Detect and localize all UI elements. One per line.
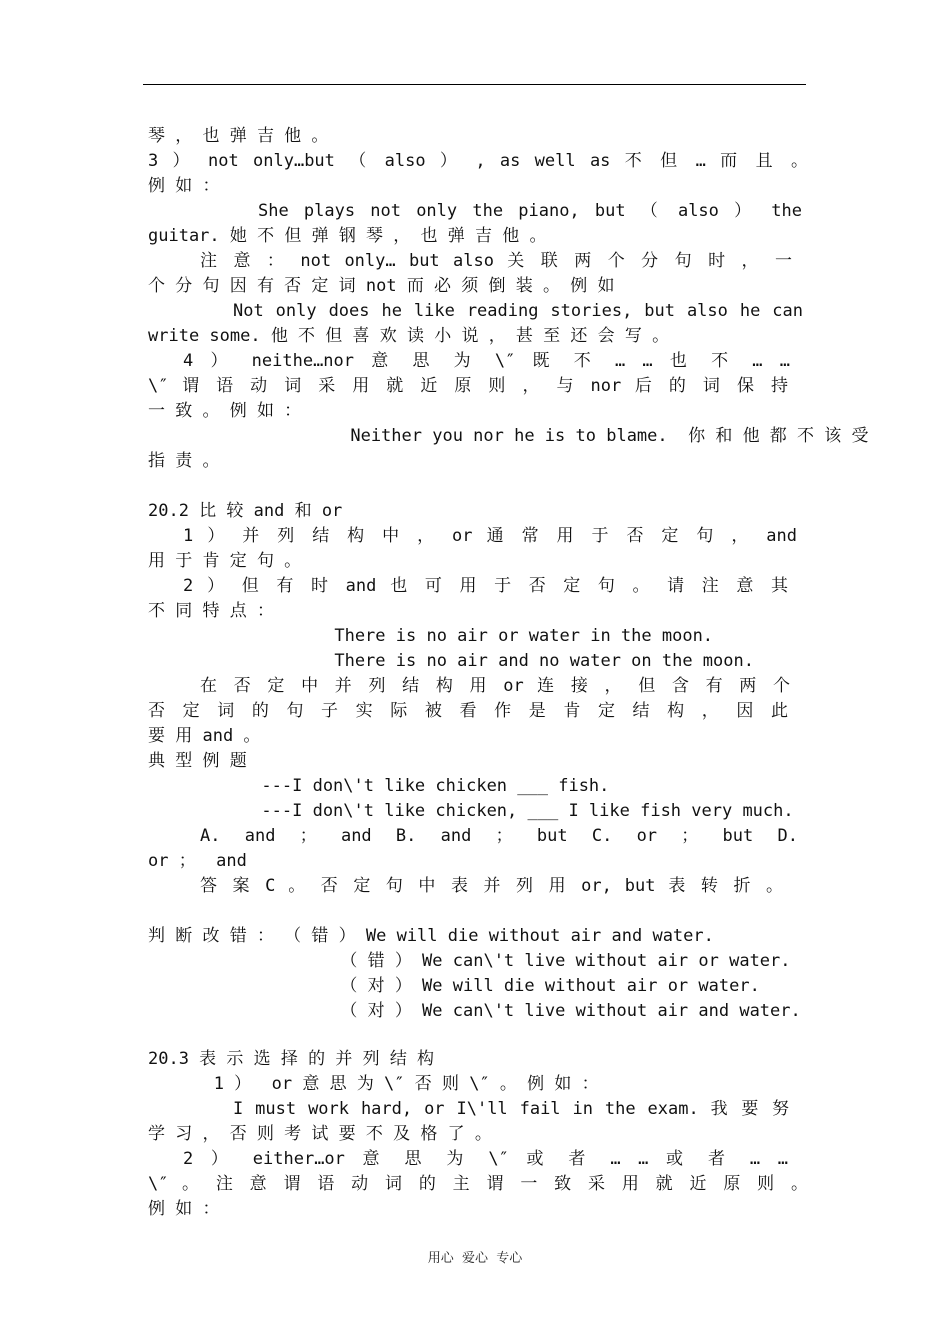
- text-line: 个 分 句 因 有 否 定 词 not 而 必 须 倒 装 。 例 如: [148, 276, 615, 296]
- text-line: guitar. 她 不 但 弹 钢 琴 ， 也 弹 吉 他 。: [148, 226, 547, 246]
- text-line: write some. 他 不 但 喜 欢 读 小 说 ， 甚 至 还 会 写 。: [148, 326, 670, 346]
- text-line: 不 同 特 点 ：: [148, 601, 274, 621]
- text-line: 琴 ， 也 弹 吉 他 。: [148, 126, 329, 146]
- text-line: 注 意 ： not only… but also 关 联 两 个 分 句 时 ， 一: [200, 251, 792, 271]
- text-line: （ 错 ） We can\'t live without air or water.: [238, 951, 791, 971]
- text-line: A. and ； and B. and ； but C. or ； but D.: [200, 826, 798, 846]
- text-line: ---I don\'t like chicken, ___ I like fish very much.: [200, 801, 794, 821]
- text-line: 例 如 ：: [148, 176, 220, 196]
- page-footer: 用心 爱心 专心: [427, 1251, 523, 1266]
- text-line: There is no air and no water on the moon.: [232, 651, 754, 671]
- text-line: （ 对 ） We can\'t live without air and water.: [238, 1001, 801, 1021]
- text-line: 1 ） 并 列 结 构 中 ， or 通 常 用 于 否 定 句 ， and: [183, 526, 797, 546]
- text-line: ---I don\'t like chicken ___ fish.: [200, 776, 610, 796]
- text-line: 用 于 肯 定 句 。: [148, 551, 302, 571]
- text-line: 例 如 ：: [148, 1199, 220, 1219]
- text-line: 4 ） neithe…nor 意 思 为 \″ 既 不 … … 也 不 … …: [183, 351, 790, 371]
- text-line: She plays not only the piano, but （ also ） the: [258, 201, 802, 221]
- text-line: I must work hard, or I\'ll fail in the exam. 我 要 努: [233, 1099, 789, 1119]
- text-line: Neither you nor he is to blame. 你 和 他 都 不 该 受: [248, 426, 869, 446]
- text-line: 答 案 C 。 否 定 句 中 表 并 列 用 or, but 表 转 折 。: [200, 876, 783, 896]
- text-line: 要 用 and 。: [148, 726, 261, 746]
- text-line: [148, 899, 808, 924]
- section-heading: 典 型 例 题: [148, 751, 247, 771]
- text-line: 在 否 定 中 并 列 结 构 用 or 连 接 ， 但 含 有 两 个: [200, 676, 790, 696]
- text-line: 2 ） either…or 意 思 为 \″ 或 者 … … 或 者 … …: [183, 1149, 788, 1169]
- section-heading: 20.3 表 示 选 择 的 并 列 结 构: [148, 1049, 435, 1069]
- text-line: There is no air or water in the moon.: [232, 626, 714, 646]
- text-line: 3 ） not only…but （ also ） , as well as 不 但 … 而 且 。: [148, 151, 808, 171]
- text-line: 判 断 改 错 ： （ 错 ） We will die without air and water.: [148, 926, 714, 946]
- text-line: 2 ） 但 有 时 and 也 可 用 于 否 定 句 。 请 注 意 其: [183, 576, 788, 596]
- text-line: \″ 。 注 意 谓 语 动 词 的 主 谓 一 致 采 用 就 近 原 则 。: [148, 1174, 808, 1194]
- text-line: 1 ） or 意 思 为 \″ 否 则 \″ 。 例 如 ：: [183, 1074, 599, 1094]
- text-line: （ 对 ） We will die without air or water.: [238, 976, 760, 996]
- text-line: 一 致 。 例 如 ：: [148, 401, 302, 421]
- text-line: or ； and: [148, 851, 247, 871]
- text-line: 否 定 词 的 句 子 实 际 被 看 作 是 肯 定 结 构 ， 因 此: [148, 701, 788, 721]
- text-line: \″ 谓 语 动 词 采 用 就 近 原 则 ， 与 nor 后 的 词 保 持: [148, 376, 788, 396]
- text-line: Not only does he like reading stories, but also he can: [233, 301, 803, 321]
- text-line: [148, 1024, 808, 1049]
- section-heading: 20.2 比 较 and 和 or: [148, 501, 343, 521]
- header-rule: [143, 84, 806, 85]
- text-line: [148, 474, 808, 499]
- text-line: 指 责 。: [148, 451, 220, 471]
- text-line: 学 习 ， 否 则 考 试 要 不 及 格 了 。: [148, 1124, 492, 1144]
